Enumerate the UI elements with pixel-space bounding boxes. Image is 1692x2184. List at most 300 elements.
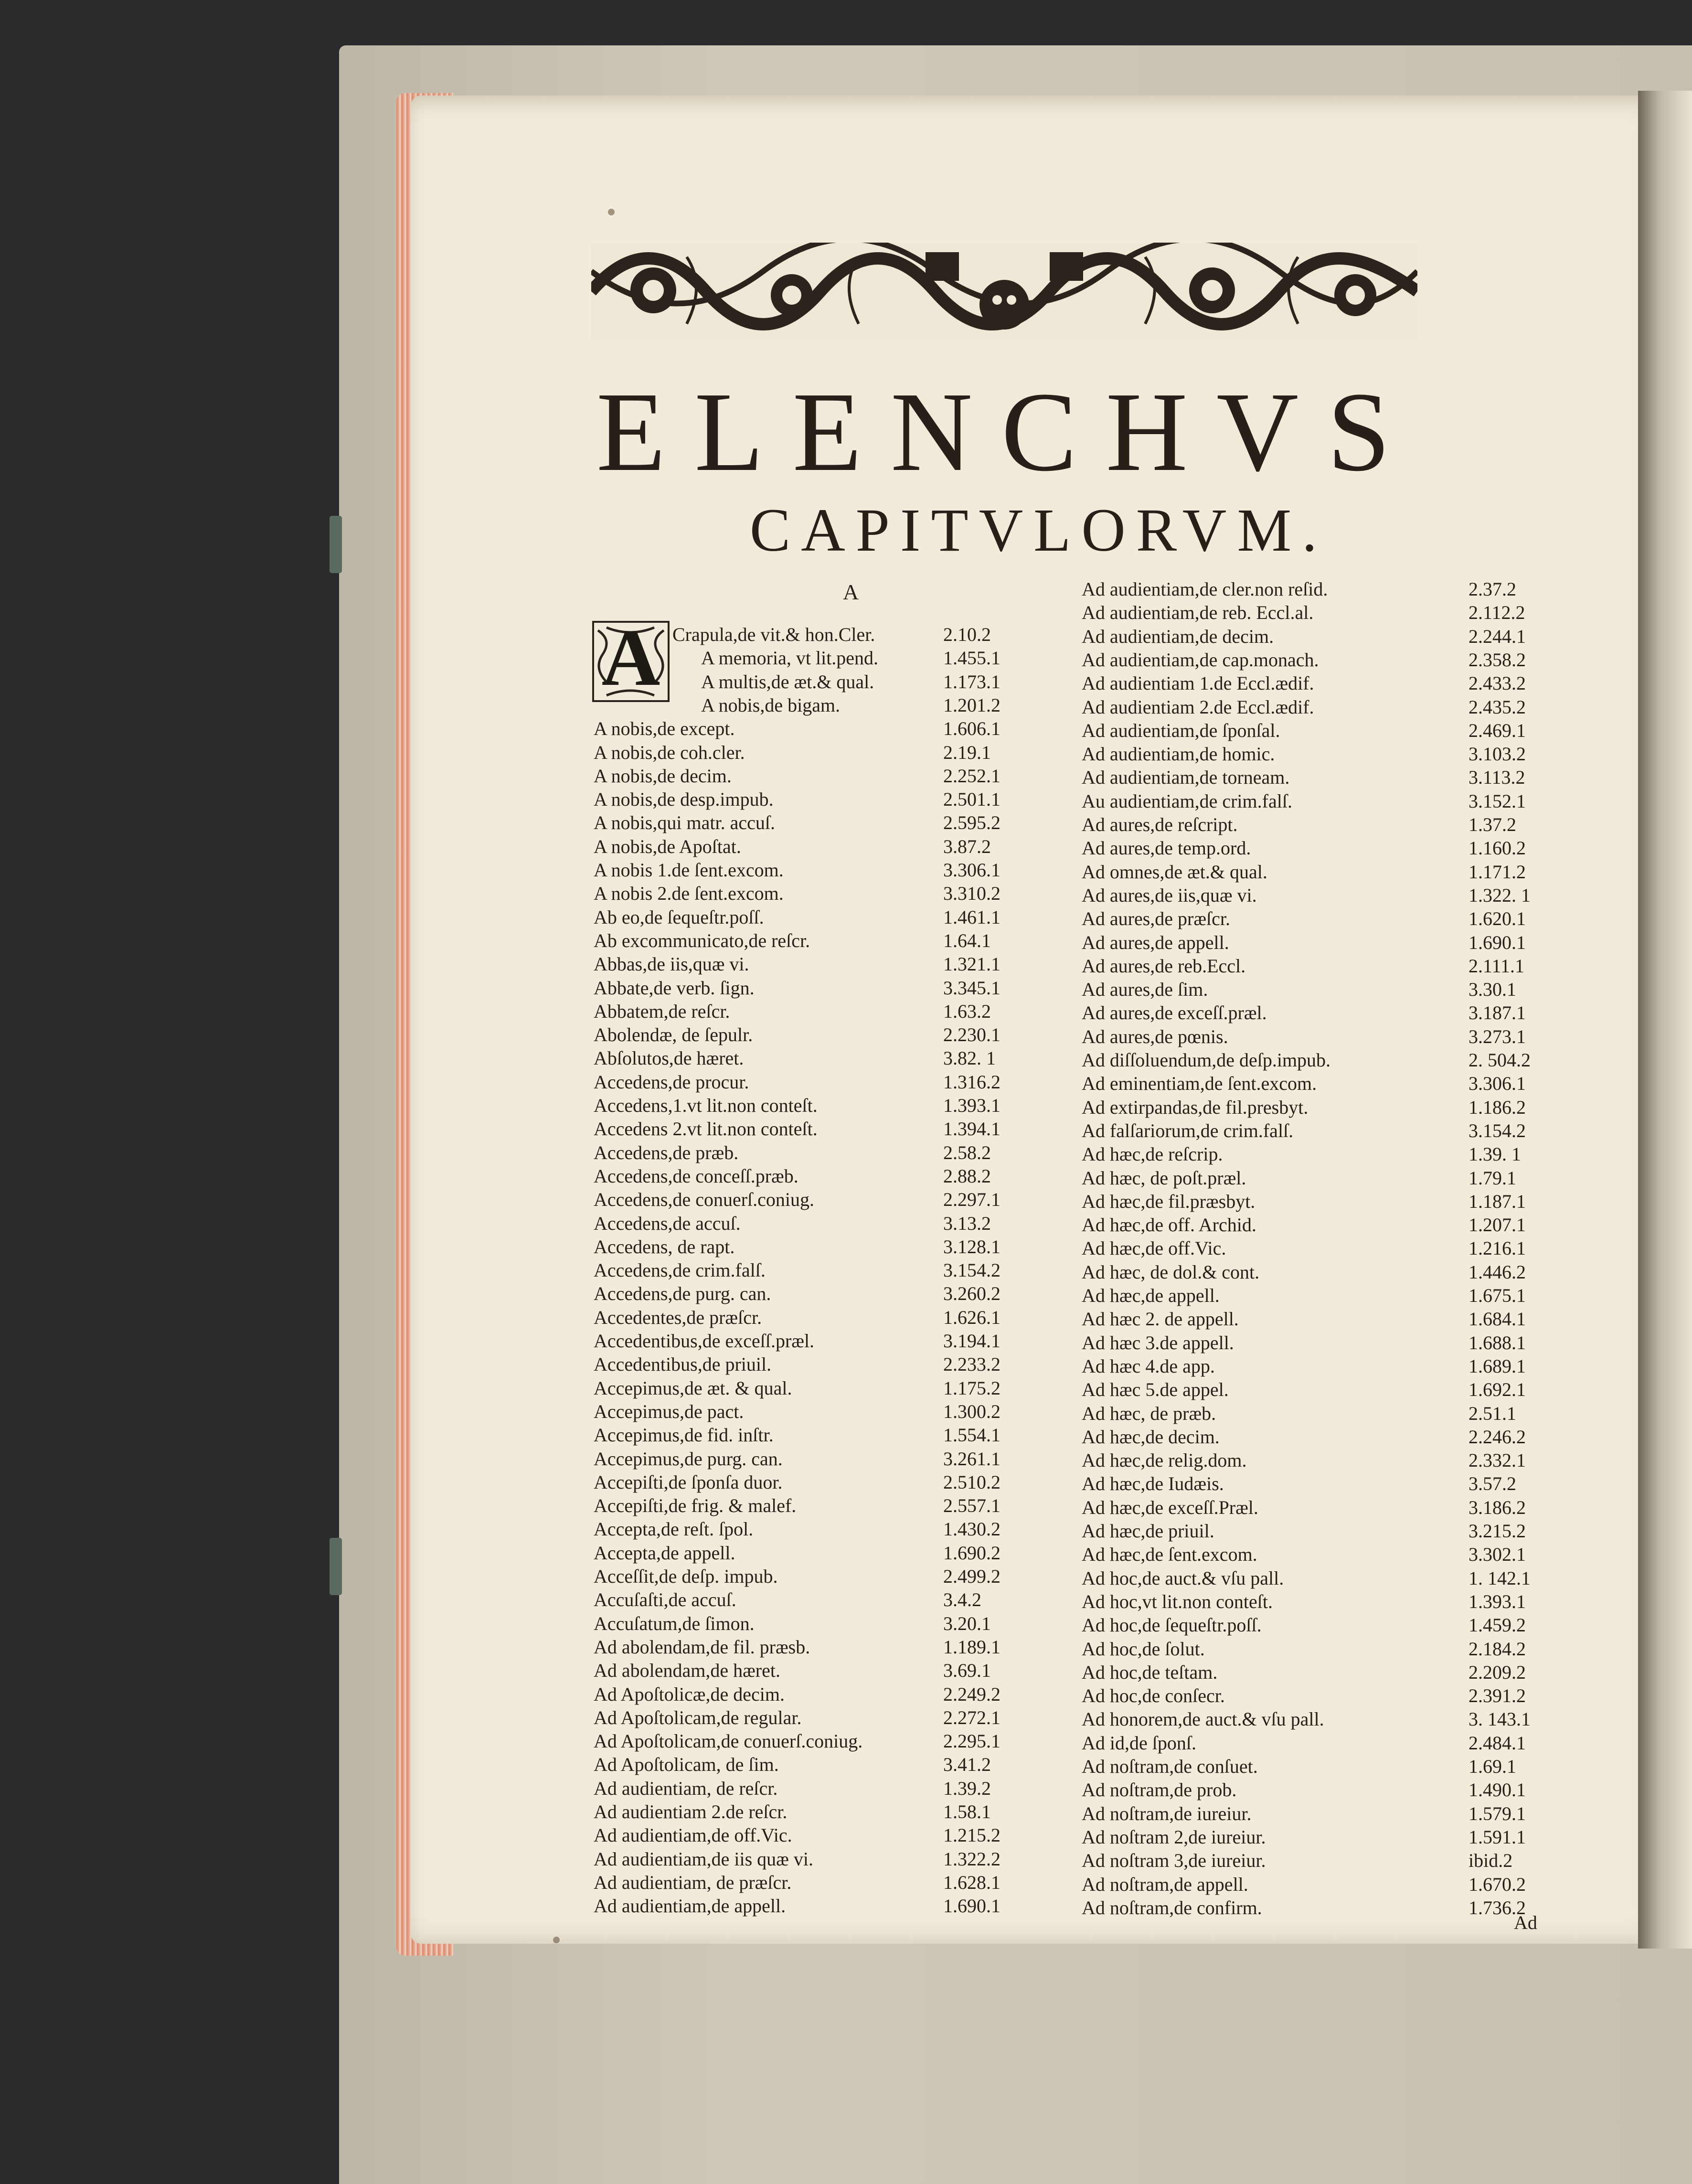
entry-title: A nobis,qui matr. accuſ. bbox=[594, 812, 775, 834]
index-entry bbox=[1082, 1755, 1593, 1778]
entry-title: Accedens,de purg. can. bbox=[594, 1283, 771, 1305]
index-entry bbox=[1082, 766, 1593, 789]
entry-reference: 1.393.1 bbox=[943, 1095, 1000, 1116]
entry-reference: 2.112.2 bbox=[1469, 602, 1525, 624]
index-entry bbox=[1082, 1190, 1593, 1213]
entry-title: Ad hæc, de dol.& cont. bbox=[1082, 1261, 1260, 1283]
entry-reference: 1.684.1 bbox=[1469, 1308, 1526, 1330]
entry-title: Accedens,de procur. bbox=[594, 1071, 749, 1093]
entry-reference: 2.244.1 bbox=[1469, 625, 1526, 647]
entry-reference: 3.154.2 bbox=[943, 1259, 1000, 1281]
index-entry bbox=[594, 906, 1067, 929]
entry-title: Ad hæc,de fil.præsbyt. bbox=[1082, 1190, 1256, 1212]
index-entry bbox=[594, 765, 1067, 788]
index-entry bbox=[594, 1494, 1067, 1517]
entry-title: Ad hæc,de priuil. bbox=[1082, 1520, 1214, 1542]
entry-reference: 1.626.1 bbox=[943, 1306, 1000, 1328]
index-entry bbox=[594, 741, 1067, 764]
index-entry bbox=[594, 929, 1067, 952]
entry-title: Ad audientiam,de cap.monach. bbox=[1082, 649, 1319, 671]
index-entry bbox=[1082, 1426, 1593, 1449]
entry-title: Ad audientiam,de ſponſal. bbox=[1082, 719, 1280, 741]
entry-reference: 2.433.2 bbox=[1469, 672, 1526, 694]
entry-title: Ad falſariorum,de crim.falſ. bbox=[1082, 1119, 1294, 1141]
index-entry bbox=[1082, 1873, 1593, 1896]
index-entry bbox=[1082, 578, 1593, 601]
entry-title: Acceſſit,de deſp. impub. bbox=[594, 1566, 778, 1587]
index-entry bbox=[594, 882, 1067, 905]
index-entry bbox=[594, 1165, 1067, 1188]
entry-title: Ad omnes,de æt.& qual. bbox=[1082, 861, 1267, 883]
index-entry bbox=[1082, 837, 1593, 860]
entry-reference: 3.345.1 bbox=[943, 977, 1000, 999]
entry-reference: 1.189.1 bbox=[943, 1636, 1000, 1658]
entry-title: Ad honorem,de auct.& vſu pall. bbox=[1082, 1708, 1324, 1730]
entry-reference: 2.295.1 bbox=[943, 1730, 1000, 1752]
entry-title: Accepta,de reſt. ſpol. bbox=[594, 1518, 754, 1540]
index-entry bbox=[594, 1471, 1067, 1494]
entry-reference: 1.393.1 bbox=[1469, 1590, 1526, 1612]
entry-reference: 2.595.2 bbox=[943, 812, 1000, 834]
entry-reference: 1.175.2 bbox=[943, 1377, 1000, 1399]
entry-title: Accepimus,de pact. bbox=[594, 1400, 744, 1422]
entry-title: Abbatem,de reſcr. bbox=[594, 1000, 730, 1022]
entry-title: Ad Apoſtolicæ,de decim. bbox=[594, 1683, 785, 1705]
index-entry bbox=[1082, 1308, 1593, 1331]
index-entry bbox=[1082, 907, 1593, 930]
entry-reference: 3.87.2 bbox=[943, 835, 991, 857]
entry-reference: 1.187.1 bbox=[1469, 1190, 1526, 1212]
index-entry bbox=[1082, 1167, 1593, 1190]
entry-reference: 2.37.2 bbox=[1469, 578, 1516, 600]
entry-title: Accedens,de crim.falſ. bbox=[594, 1259, 766, 1281]
index-entry bbox=[1082, 1049, 1593, 1072]
entry-title: Ad audientiam, de præſcr. bbox=[594, 1871, 792, 1893]
entry-reference: 1.692.1 bbox=[1469, 1379, 1526, 1401]
index-entry bbox=[1082, 1214, 1593, 1236]
index-entry bbox=[594, 1565, 1067, 1588]
entry-reference: 1.690.2 bbox=[943, 1542, 1000, 1564]
entry-reference: 1.64.1 bbox=[943, 929, 991, 951]
clasp-bottom bbox=[330, 1538, 342, 1595]
index-entry bbox=[1082, 813, 1593, 836]
section-letter: A bbox=[843, 580, 859, 604]
index-entry bbox=[1082, 1567, 1593, 1590]
entry-title: Ad hæc, de præb. bbox=[1082, 1402, 1216, 1424]
index-entry bbox=[1082, 1449, 1593, 1472]
entry-reference: 3.103.2 bbox=[1469, 743, 1526, 765]
entry-title: Ad audientiam, de reſcr. bbox=[594, 1777, 778, 1799]
entry-title: Ad audientiam,de cler.non reſid. bbox=[1082, 578, 1328, 600]
entry-title: Ab excommunicato,de reſcr. bbox=[594, 929, 810, 951]
entry-title: A nobis,de desp.impub. bbox=[594, 788, 774, 810]
index-entry bbox=[594, 977, 1067, 1000]
entry-title: Ad audientiam 1.de Eccl.ædif. bbox=[1082, 672, 1314, 694]
index-entry bbox=[1082, 1332, 1593, 1354]
entry-title: Accepimus,de fid. inſtr. bbox=[594, 1424, 774, 1446]
entry-title: Ad noſtram,de appell. bbox=[1082, 1873, 1248, 1895]
entry-reference: 3.57.2 bbox=[1469, 1473, 1516, 1495]
entry-reference: 2. 504.2 bbox=[1469, 1049, 1531, 1071]
entry-title: Ad hæc 2. de appell. bbox=[1082, 1308, 1239, 1330]
entry-title: Accepimus,de purg. can. bbox=[594, 1448, 783, 1470]
entry-title: Ad hoc,de auct.& vſu pall. bbox=[1082, 1567, 1284, 1589]
entry-reference: 2.469.1 bbox=[1469, 719, 1526, 741]
index-entry bbox=[594, 1848, 1067, 1871]
index-entry bbox=[1082, 743, 1593, 766]
entry-title: Accedentibus,de exceſſ.præl. bbox=[594, 1330, 815, 1352]
index-entry bbox=[594, 1000, 1067, 1023]
entry-title: Ad audientiam 2.de reſcr. bbox=[594, 1801, 787, 1822]
entry-title: Ad hæc,de appell. bbox=[1082, 1285, 1220, 1306]
index-entry bbox=[1082, 978, 1593, 1001]
entry-title: Ad hoc,de conſecr. bbox=[1082, 1685, 1225, 1707]
entry-title: A memoria, vt lit.pend. bbox=[701, 647, 879, 669]
entry-title: Ad hæc 3.de appell. bbox=[1082, 1332, 1234, 1353]
index-entry bbox=[1082, 1826, 1593, 1849]
entry-title: Ad hæc,de Iudæis. bbox=[1082, 1473, 1224, 1495]
index-entry bbox=[594, 1282, 1067, 1305]
entry-reference: 3.187.1 bbox=[1469, 1002, 1526, 1024]
entry-title: Accedens,1.vt lit.non conteſt. bbox=[594, 1095, 818, 1116]
entry-title: A multis,de æt.& qual. bbox=[701, 671, 874, 692]
entry-title: Accuſaſti,de accuſ. bbox=[594, 1589, 736, 1611]
entry-reference: 1.690.1 bbox=[1469, 931, 1526, 953]
entry-reference: 1.79.1 bbox=[1469, 1167, 1516, 1189]
entry-title: Ad diſſoluendum,de deſp.impub. bbox=[1082, 1049, 1331, 1071]
entry-title: Ad hoc,de teſtam. bbox=[1082, 1661, 1218, 1683]
catchword: Ad bbox=[1514, 1912, 1537, 1933]
entry-reference: ibid.2 bbox=[1469, 1850, 1513, 1872]
entry-title: Ad abolendam,de fil. præsb. bbox=[594, 1636, 810, 1658]
index-entry bbox=[1082, 1378, 1593, 1401]
index-entry bbox=[1082, 696, 1593, 719]
entry-reference: 1.39. 1 bbox=[1469, 1143, 1521, 1165]
index-entry bbox=[1082, 1802, 1593, 1825]
index-entry bbox=[594, 1777, 1067, 1800]
entry-title: A nobis,de bigam. bbox=[701, 694, 841, 716]
entry-title: Ad noſtram,de confirm. bbox=[1082, 1896, 1262, 1918]
entry-reference: 1.675.1 bbox=[1469, 1285, 1526, 1306]
entry-reference: 1.490.1 bbox=[1469, 1779, 1526, 1801]
entry-title: Abbas,de iis,quæ vi. bbox=[594, 953, 749, 975]
index-entry bbox=[1082, 1096, 1593, 1119]
entry-title: Ad audientiam,de iis quæ vi. bbox=[594, 1848, 813, 1870]
entry-title: Ad hæc,de off.Vic. bbox=[1082, 1237, 1226, 1259]
entry-reference: 1.300.2 bbox=[943, 1400, 1000, 1422]
entry-title: A nobis 2.de ſent.excom. bbox=[594, 883, 784, 905]
entry-reference: 3.128.1 bbox=[943, 1236, 1000, 1257]
entry-reference: 2.209.2 bbox=[1469, 1661, 1526, 1683]
entry-title: Ad noſtram,de iureiur. bbox=[1082, 1802, 1252, 1824]
index-entry bbox=[594, 859, 1067, 882]
entry-reference: 2.499.2 bbox=[943, 1566, 1000, 1587]
index-entry bbox=[1082, 790, 1593, 813]
entry-title: Ad audientiam,de off.Vic. bbox=[594, 1824, 792, 1846]
index-entry bbox=[594, 788, 1067, 811]
entry-reference: 2.19.1 bbox=[943, 741, 991, 763]
entry-title: Ad hæc,de ſent.excom. bbox=[1082, 1544, 1257, 1566]
entry-title: A nobis,de except. bbox=[594, 718, 735, 740]
entry-reference: 2.51.1 bbox=[1469, 1402, 1516, 1424]
page-subtitle: CAPITVLORVM. bbox=[749, 496, 1328, 564]
index-entry bbox=[594, 1753, 1067, 1776]
index-entry bbox=[594, 1659, 1067, 1682]
entry-title: Ad aures,de appell. bbox=[1082, 931, 1229, 953]
entry-reference: 3.302.1 bbox=[1469, 1544, 1526, 1566]
index-entry bbox=[594, 1871, 1067, 1894]
entry-reference: 1.689.1 bbox=[1469, 1355, 1526, 1377]
entry-title: Accedens,de conuerſ.coniug. bbox=[594, 1189, 815, 1211]
entry-title: A nobis 1.de ſent.excom. bbox=[594, 859, 784, 881]
entry-title: Au audientiam,de crim.falſ. bbox=[1082, 790, 1292, 812]
index-entry bbox=[594, 1141, 1067, 1164]
index-entry bbox=[594, 811, 1067, 834]
index-entry bbox=[594, 953, 1067, 976]
entry-reference: 1.628.1 bbox=[943, 1871, 1000, 1893]
entry-title: Ad hæc 5.de appel. bbox=[1082, 1379, 1229, 1401]
entry-title: Ad audientiam,de torneam. bbox=[1082, 767, 1290, 788]
index-entry bbox=[1082, 884, 1593, 907]
entry-reference: 3.310.2 bbox=[943, 883, 1000, 905]
index-entry bbox=[594, 1448, 1067, 1470]
index-entry bbox=[594, 1895, 1067, 1918]
index-entry bbox=[1082, 601, 1593, 624]
entry-title: Ad audientiam,de reb. Eccl.al. bbox=[1082, 602, 1314, 624]
entry-title: A nobis,de coh.cler. bbox=[594, 741, 745, 763]
entry-title: Ad id,de ſponſ. bbox=[1082, 1732, 1196, 1754]
entry-title: A nobis,de decim. bbox=[594, 765, 732, 787]
index-entry bbox=[594, 1424, 1067, 1447]
entry-title: Ad hæc,de reſcrip. bbox=[1082, 1143, 1223, 1165]
entry-reference: 1.321.1 bbox=[943, 953, 1000, 975]
index-entry bbox=[1082, 625, 1593, 648]
index-entry bbox=[594, 1518, 1067, 1541]
entry-title: Ad Apoſtolicam,de regular. bbox=[594, 1706, 802, 1728]
entry-reference: 1.316.2 bbox=[943, 1071, 1000, 1093]
entry-reference: 1.216.1 bbox=[1469, 1237, 1526, 1259]
index-entry bbox=[1082, 1001, 1593, 1024]
index-entry bbox=[1082, 1402, 1593, 1425]
entry-reference: 3.306.1 bbox=[1469, 1073, 1526, 1095]
entry-title: Accepiſti,de ſponſa duor. bbox=[594, 1471, 783, 1493]
page-title: ELENCHVS bbox=[596, 369, 1419, 495]
entry-reference: 3.152.1 bbox=[1469, 790, 1526, 812]
woodcut-ornament-banner bbox=[591, 243, 1417, 341]
index-entry bbox=[594, 1588, 1067, 1611]
entry-reference: 1.173.1 bbox=[943, 671, 1000, 692]
entry-reference: 3.260.2 bbox=[943, 1283, 1000, 1305]
entry-title: Ad hæc, de poſt.præl. bbox=[1082, 1167, 1246, 1189]
index-entry bbox=[1082, 1661, 1593, 1684]
index-entry bbox=[1082, 672, 1593, 695]
entry-reference: 1.579.1 bbox=[1469, 1802, 1526, 1824]
entry-title: Ab eo,de ſequeſtr.poſſ. bbox=[594, 906, 764, 928]
entry-reference: 2.10.2 bbox=[943, 624, 991, 645]
index-entry bbox=[1082, 1143, 1593, 1166]
index-entry bbox=[1082, 1261, 1593, 1284]
entry-reference: 2.332.1 bbox=[1469, 1449, 1526, 1471]
entry-title: Ad aures,de ſim. bbox=[1082, 979, 1208, 1001]
next-page-gutter bbox=[1638, 91, 1692, 1949]
index-entry bbox=[594, 1683, 1067, 1706]
index-entry bbox=[1082, 931, 1593, 954]
index-entry bbox=[1082, 1684, 1593, 1707]
entry-title: Accedens, de rapt. bbox=[594, 1236, 735, 1257]
entry-reference: 2.58.2 bbox=[943, 1141, 991, 1163]
entry-title: Ad abolendam,de hæret. bbox=[594, 1660, 780, 1682]
entry-reference: 1.171.2 bbox=[1469, 861, 1526, 883]
index-entry bbox=[594, 1236, 1067, 1258]
entry-reference: 2.484.1 bbox=[1469, 1732, 1526, 1754]
entry-title: Ad audientiam,de homic. bbox=[1082, 743, 1275, 765]
index-entry bbox=[1082, 1779, 1593, 1801]
index-entry bbox=[1082, 1025, 1593, 1048]
entry-reference: 3.306.1 bbox=[943, 859, 1000, 881]
index-entry bbox=[1082, 1237, 1593, 1260]
paper-speck bbox=[553, 1937, 560, 1943]
entry-title: Ad hæc,de off. Archid. bbox=[1082, 1214, 1256, 1236]
index-entry bbox=[594, 1730, 1067, 1753]
entry-reference: 3.154.2 bbox=[1469, 1119, 1526, 1141]
entry-title: Abolendæ, de ſepulr. bbox=[594, 1024, 753, 1046]
clasp-top bbox=[330, 516, 342, 573]
entry-reference: 1.670.2 bbox=[1469, 1873, 1526, 1895]
index-entry bbox=[1082, 719, 1593, 742]
index-entry bbox=[1082, 1638, 1593, 1661]
entry-title: Ad aures,de reb.Eccl. bbox=[1082, 955, 1246, 977]
entry-title: Ad hæc,de decim. bbox=[1082, 1426, 1220, 1448]
entry-title: Crapula,de vit.& hon.Cler. bbox=[672, 624, 875, 645]
entry-title: Ad audientiam,de decim. bbox=[1082, 625, 1274, 647]
index-entry bbox=[594, 1259, 1067, 1282]
entry-reference: 1.620.1 bbox=[1469, 908, 1526, 930]
entry-reference: 3. 143.1 bbox=[1469, 1708, 1531, 1730]
index-entry bbox=[594, 1824, 1067, 1847]
index-entry bbox=[594, 1542, 1067, 1565]
index-entry bbox=[672, 623, 1146, 646]
index-entry bbox=[1082, 1496, 1593, 1519]
entry-reference: 3.194.1 bbox=[943, 1330, 1000, 1352]
entry-reference: 1.430.2 bbox=[943, 1518, 1000, 1540]
entry-reference: 3.273.1 bbox=[1469, 1025, 1526, 1047]
entry-title: Accepta,de appell. bbox=[594, 1542, 735, 1564]
entry-reference: 3.13.2 bbox=[943, 1212, 991, 1234]
entry-reference: 2.233.2 bbox=[943, 1353, 1000, 1375]
entry-title: Ad aures,de temp.ord. bbox=[1082, 837, 1251, 859]
entry-title: Ad hæc,de exceſſ.Præl. bbox=[1082, 1496, 1258, 1518]
entry-title: Ad aures,de pœnis. bbox=[1082, 1025, 1228, 1047]
index-entry bbox=[594, 1353, 1067, 1376]
entry-title: Accedens,de præb. bbox=[594, 1141, 739, 1163]
entry-reference: 1.58.1 bbox=[943, 1801, 991, 1822]
index-entry bbox=[1082, 1708, 1593, 1731]
entry-reference: 3.113.2 bbox=[1469, 767, 1525, 788]
entry-reference: 3.30.1 bbox=[1469, 979, 1516, 1001]
index-entry bbox=[594, 1306, 1067, 1329]
index-entry bbox=[1082, 1590, 1593, 1613]
index-entry bbox=[594, 1706, 1067, 1729]
entry-title: Ad hæc 4.de app. bbox=[1082, 1355, 1215, 1377]
index-entry bbox=[1082, 1072, 1593, 1095]
entry-reference: 3.4.2 bbox=[943, 1589, 981, 1611]
index-entry bbox=[594, 717, 1067, 740]
entry-reference: 1.69.1 bbox=[1469, 1756, 1516, 1777]
paper-speck bbox=[608, 209, 615, 215]
entry-title: Ad Apoſtolicam,de conuerſ.coniug. bbox=[594, 1730, 863, 1752]
entry-reference: 2.510.2 bbox=[943, 1471, 1000, 1493]
entry-reference: 1.690.1 bbox=[943, 1895, 1000, 1917]
index-entry bbox=[1082, 955, 1593, 978]
entry-title: Accuſatum,de ſimon. bbox=[594, 1612, 755, 1634]
index-entry bbox=[594, 1023, 1067, 1046]
entry-reference: 3.20.1 bbox=[943, 1612, 991, 1634]
index-entry bbox=[1082, 1284, 1593, 1307]
entry-reference: 1.322. 1 bbox=[1469, 884, 1531, 906]
entry-reference: 2.252.1 bbox=[943, 765, 1000, 787]
index-entry bbox=[594, 1212, 1067, 1235]
entry-reference: 1. 142.1 bbox=[1469, 1567, 1531, 1589]
index-entry bbox=[594, 835, 1067, 858]
entry-title: Accepimus,de æt. & qual. bbox=[594, 1377, 792, 1399]
entry-reference: 1.322.2 bbox=[943, 1848, 1000, 1870]
index-entry bbox=[1082, 1732, 1593, 1755]
entry-title: Ad Apoſtolicam, de ſim. bbox=[594, 1754, 779, 1776]
entry-title: Abſolutos,de hæret. bbox=[594, 1047, 744, 1069]
entry-reference: 1.394.1 bbox=[943, 1118, 1000, 1140]
entry-reference: 3.186.2 bbox=[1469, 1496, 1526, 1518]
index-entry bbox=[594, 1188, 1067, 1211]
entry-reference: 1.459.2 bbox=[1469, 1614, 1526, 1636]
entry-title: Ad extirpandas,de fil.presbyt. bbox=[1082, 1096, 1309, 1118]
entry-title: A nobis,de Apoſtat. bbox=[594, 835, 741, 857]
entry-title: Accepiſti,de frig. & malef. bbox=[594, 1495, 797, 1517]
entry-reference: 3.69.1 bbox=[943, 1660, 991, 1682]
entry-reference: 3.215.2 bbox=[1469, 1520, 1526, 1542]
entry-title: Ad aures,de exceſſ.præl. bbox=[1082, 1002, 1267, 1024]
index-entry bbox=[594, 1612, 1067, 1635]
entry-reference: 1.63.2 bbox=[943, 1000, 991, 1022]
entry-title: Ad hoc,vt lit.non conteſt. bbox=[1082, 1590, 1273, 1612]
entry-title: Accedentibus,de priuil. bbox=[594, 1353, 772, 1375]
entry-reference: 3.261.1 bbox=[943, 1448, 1000, 1470]
entry-reference: 1.606.1 bbox=[943, 718, 1000, 740]
index-entry bbox=[1082, 1614, 1593, 1637]
entry-reference: 2.230.1 bbox=[943, 1024, 1000, 1046]
entry-reference: 2.297.1 bbox=[943, 1189, 1000, 1211]
entry-title: Accedentes,de præſcr. bbox=[594, 1306, 762, 1328]
entry-reference: 1.554.1 bbox=[943, 1424, 1000, 1446]
entry-reference: 1.37.2 bbox=[1469, 814, 1516, 835]
entry-reference: 1.215.2 bbox=[943, 1824, 1000, 1846]
entry-reference: 1.591.1 bbox=[1469, 1826, 1526, 1848]
entry-reference: 1.688.1 bbox=[1469, 1332, 1526, 1353]
entry-reference: 2.111.1 bbox=[1469, 955, 1525, 977]
index-entry bbox=[594, 1800, 1067, 1823]
entry-title: Ad audientiam 2.de Eccl.ædif. bbox=[1082, 696, 1314, 718]
entry-title: Accedens,de conceſſ.præb. bbox=[594, 1165, 798, 1187]
entry-title: Ad aures,de iis,quæ vi. bbox=[1082, 884, 1257, 906]
index-entry bbox=[594, 1118, 1067, 1140]
index-entry bbox=[1082, 861, 1593, 884]
index-entry bbox=[594, 1400, 1067, 1423]
entry-reference: 2.358.2 bbox=[1469, 649, 1526, 671]
entry-reference: 2.88.2 bbox=[943, 1165, 991, 1187]
entry-title: Ad eminentiam,de ſent.excom. bbox=[1082, 1073, 1317, 1095]
entry-reference: 2.557.1 bbox=[943, 1495, 1000, 1517]
entry-reference: 2.246.2 bbox=[1469, 1426, 1526, 1448]
entry-reference: 2.249.2 bbox=[943, 1683, 1000, 1705]
